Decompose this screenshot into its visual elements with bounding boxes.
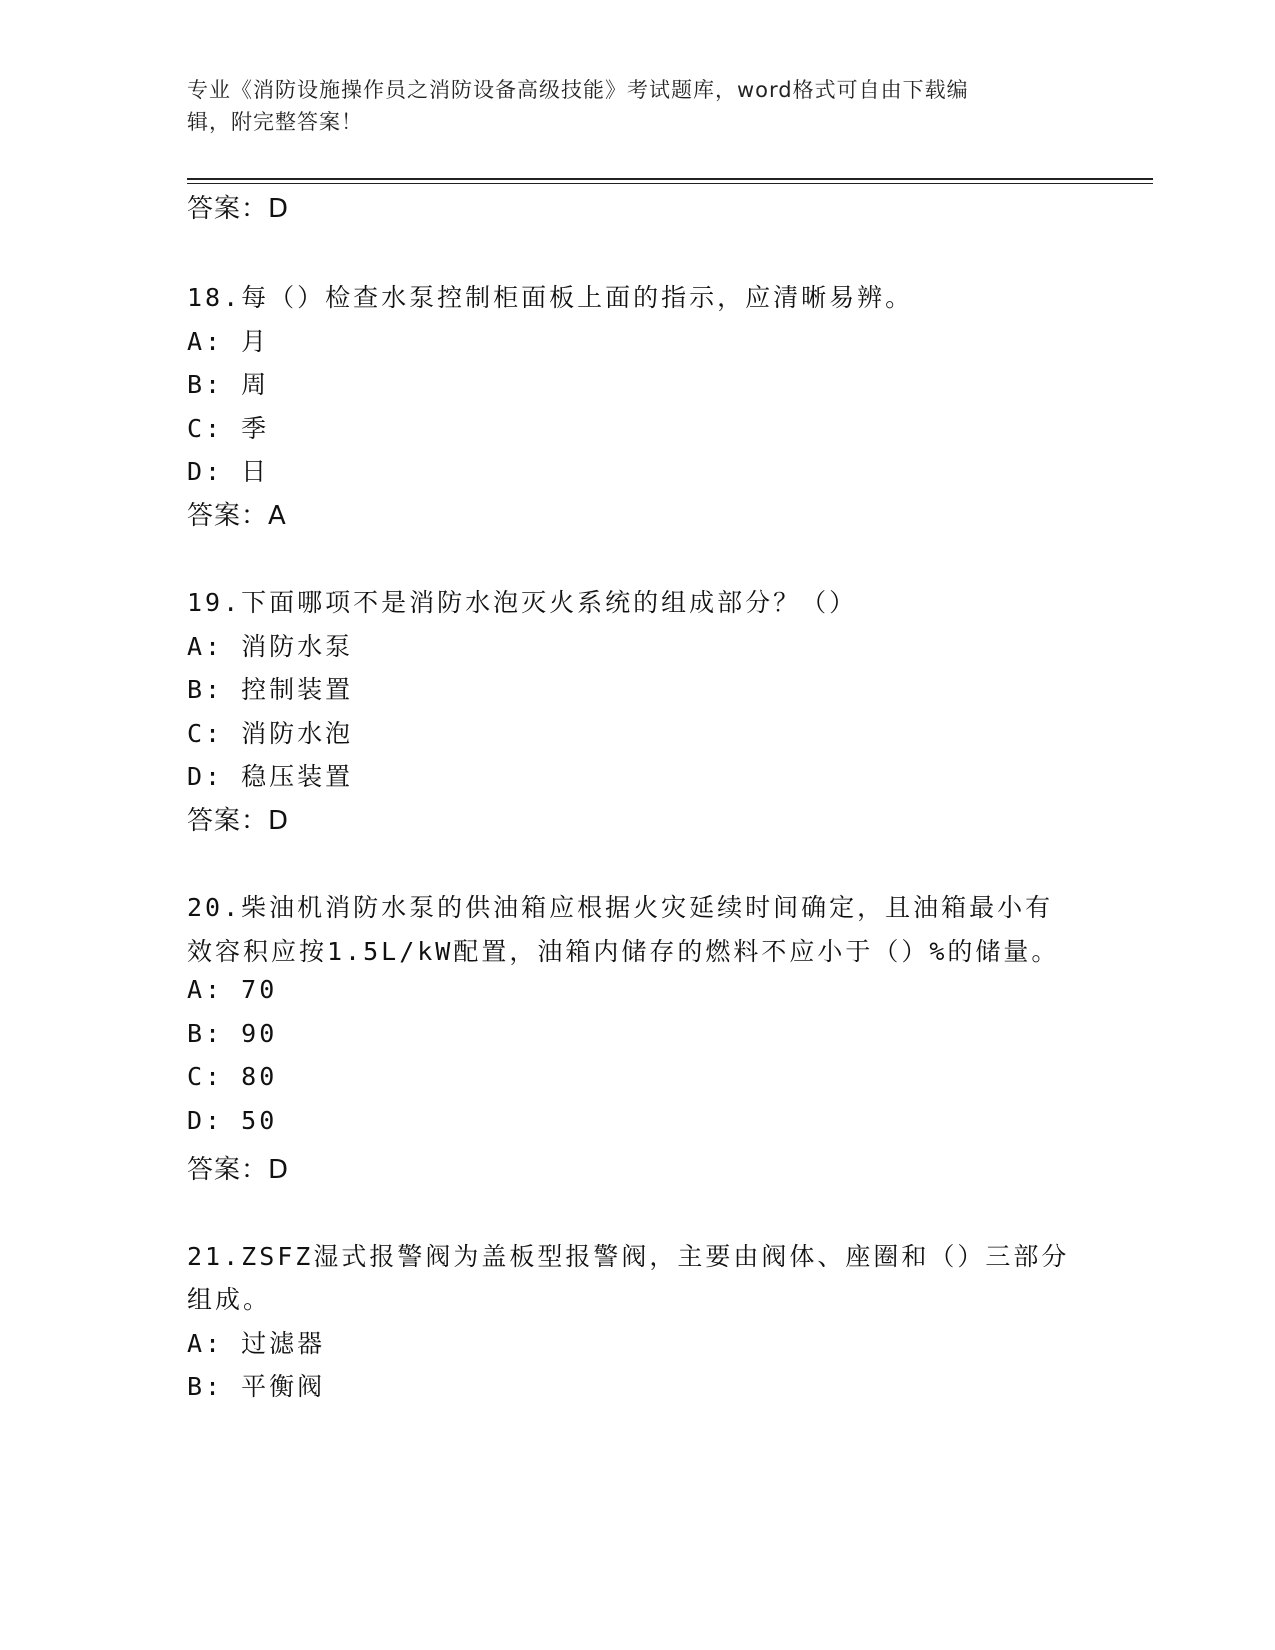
- header-line-2: 辑，附完整答案！: [187, 110, 363, 134]
- question-21-stem-line-1: 21.ZSFZ湿式报警阀为盖板型报警阀，主要由阀体、座圈和（）三部分: [187, 1242, 1070, 1271]
- question-21-option-a: A: 过滤器: [187, 1329, 326, 1358]
- question-18-stem: 18.每（）检查水泵控制柜面板上面的指示，应清晰易辨。: [187, 283, 914, 312]
- question-18-option-d: D: 日: [187, 457, 270, 486]
- question-19-option-b: B: 控制装置: [187, 675, 354, 704]
- question-20-option-b: B: 90: [187, 1019, 278, 1048]
- answer-20: 答案：D: [187, 1155, 290, 1185]
- document-header: [187, 74, 1087, 138]
- question-20-stem-line-1: 20.柴油机消防水泵的供油箱应根据火灾延续时间确定，且油箱最小有: [187, 893, 1054, 922]
- header-line-1: 专业《消防设施操作员之消防设备高级技能》考试题库，word格式可自由下载编: [187, 78, 969, 102]
- header-divider-thin: [187, 183, 1153, 184]
- question-18-option-c: C: 季: [187, 414, 270, 443]
- question-19-option-a: A: 消防水泵: [187, 632, 354, 661]
- header-divider-thick: [187, 178, 1153, 180]
- question-20-option-d: D: 50: [187, 1106, 278, 1135]
- question-18-option-a: A: 月: [187, 327, 270, 356]
- question-19-option-d: D: 稳压装置: [187, 762, 354, 791]
- question-19-option-c: C: 消防水泡: [187, 719, 354, 748]
- question-21-stem-line-2: 组成。: [187, 1285, 272, 1314]
- answer-17: 答案：D: [187, 194, 290, 224]
- question-21-option-b: B: 平衡阀: [187, 1372, 326, 1401]
- question-20-stem-line-2: 效容积应按1.5L/kW配置，油箱内储存的燃料不应小于（）%的储量。: [187, 937, 1060, 966]
- question-20-option-a: A: 70: [187, 975, 278, 1004]
- question-18-option-b: B: 周: [187, 370, 270, 399]
- question-20-option-c: C: 80: [187, 1062, 278, 1091]
- answer-19: 答案：D: [187, 806, 290, 836]
- answer-18: 答案：A: [187, 501, 287, 531]
- question-19-stem: 19.下面哪项不是消防水泡灭火系统的组成部分？（）: [187, 588, 858, 617]
